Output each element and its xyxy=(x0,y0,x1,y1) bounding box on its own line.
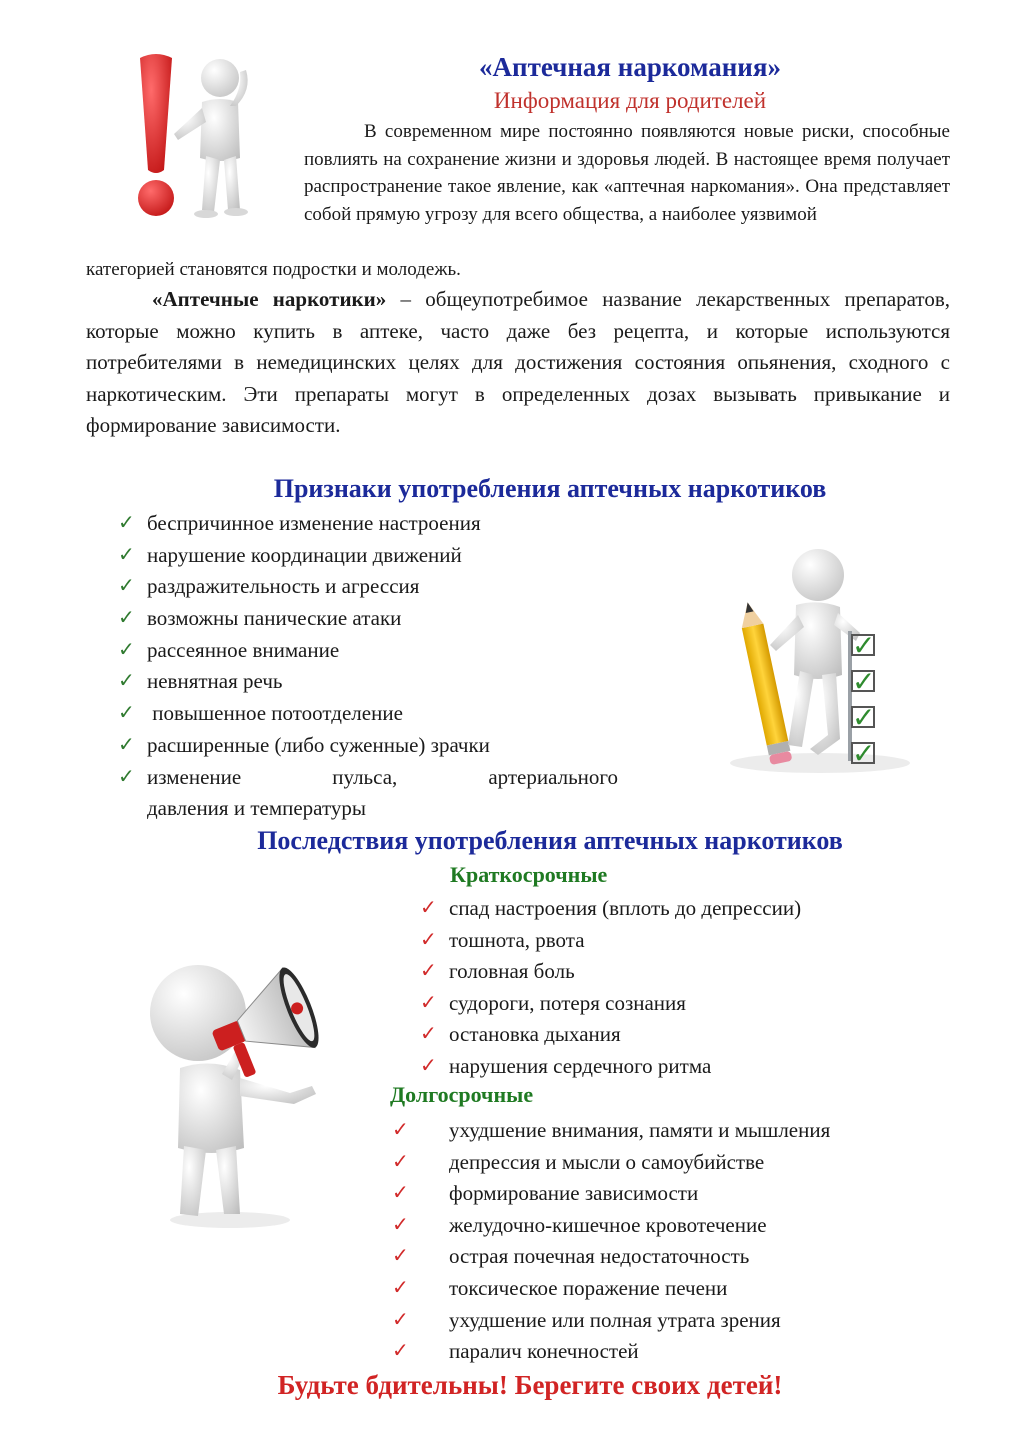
list-item: ✓ расширенные (либо суженные) зрачки xyxy=(118,730,618,762)
list-item: ✓ депрессия и мысли о самоубийстве xyxy=(392,1147,972,1179)
pencil-checklist-figure-illustration xyxy=(700,535,940,790)
list-item: ✓ острая почечная недостаточность xyxy=(392,1241,972,1273)
definition-text: – общеупотребимое название лекарственных препаратов, которые можно купить в аптеке, часто даже без рецепта, и которые используются потребителями в немедицинских целях для достижения состояния опьянения, сходного с наркотическим. Эти препараты могут в определенных дозах вызывать привыкание и формирование зависимости. xyxy=(86,287,950,438)
list-item: ✓ паралич конечностей xyxy=(392,1336,972,1368)
long-term-heading: Долгосрочные xyxy=(390,1082,534,1107)
list-item: ✓ возможны панические атаки xyxy=(118,603,618,635)
check-icon: ✓ xyxy=(392,1213,409,1236)
check-icon: ✓ xyxy=(118,733,135,756)
long-term-list xyxy=(392,1115,972,1368)
list-item: ✓ раздражительность и агрессия xyxy=(118,571,618,603)
check-icon: ✓ xyxy=(392,1150,409,1173)
list-item: ✓ формирование зависимости xyxy=(392,1178,972,1210)
check-icon: ✓ xyxy=(118,670,135,693)
list-item: ✓ невнятная речь xyxy=(118,666,618,698)
page-subtitle: Информация для родителей xyxy=(493,88,767,113)
list-item: ✓ желудочно-кишечное кровотечение xyxy=(392,1210,972,1242)
list-item: ✓ рассеянное внимание xyxy=(118,635,618,667)
footer-slogan: Будьте бдительны! Берегите своих детей! xyxy=(277,1370,783,1400)
list-item: ✓ беспричинное изменение настроения xyxy=(118,508,618,540)
check-icon: ✓ xyxy=(420,897,437,919)
check-icon: ✓ xyxy=(420,928,437,951)
check-icon: ✓ xyxy=(118,607,135,630)
list-item: ✓ тошнота, рвота xyxy=(420,925,940,957)
check-icon: ✓ xyxy=(392,1245,409,1268)
list-item: ✓ головная боль xyxy=(420,956,940,988)
check-icon: ✓ xyxy=(420,1023,437,1046)
check-icon: ✓ xyxy=(118,638,135,661)
svg-text:✓: ✓ xyxy=(852,701,876,734)
consequences-heading: Последствия употребления аптечных наркотиков xyxy=(257,826,843,855)
page-title: «Аптечная наркомания» xyxy=(479,52,781,82)
list-item: ✓ нарушение координации движений xyxy=(118,540,618,572)
check-icon: ✓ xyxy=(118,702,135,725)
check-icon: ✓ xyxy=(852,629,876,662)
list-item: ✓ остановка дыхания xyxy=(420,1019,940,1051)
check-icon: ✓ xyxy=(392,1119,409,1141)
check-icon: ✓ xyxy=(392,1340,409,1363)
check-icon: ✓ xyxy=(392,1308,409,1331)
check-icon: ✓ xyxy=(420,991,437,1014)
signs-list xyxy=(118,508,618,825)
list-item: ✓ ухудшение внимания, памяти и мышления xyxy=(392,1115,972,1147)
svg-text:✓: ✓ xyxy=(852,665,876,698)
short-term-heading: Краткосрочные xyxy=(450,862,608,887)
check-icon: ✓ xyxy=(392,1276,409,1299)
check-icon: ✓ xyxy=(420,1054,437,1077)
check-icon: ✓ xyxy=(392,1182,409,1205)
check-icon: ✓ xyxy=(420,960,437,983)
check-icon: ✓ xyxy=(118,765,135,788)
definition-paragraph xyxy=(86,284,950,442)
svg-text:✓: ✓ xyxy=(852,737,876,770)
check-icon: ✓ xyxy=(118,575,135,598)
exclamation-figure-illustration xyxy=(128,50,278,230)
megaphone-figure-illustration xyxy=(140,958,370,1233)
list-item: ✓ изменение пульса, артериального давления и температуры xyxy=(118,762,618,825)
list-item: ✓ судороги, потеря сознания xyxy=(420,988,940,1020)
intro-paragraph xyxy=(304,118,950,228)
intro-text: В современном мире постоянно появляются новые риски, способные повлиять на сохранение жизни и здоровья людей. В настоящее время получает распространение такое явление, как «аптечная наркомания». Она представляет собой прямую угрозу для всего общества, а наиболее уязвимой xyxy=(304,121,950,225)
definition-term: «Аптечные наркотики» xyxy=(152,287,387,311)
list-item: ✓ повышенное потоотделение xyxy=(118,698,618,730)
short-term-list xyxy=(420,893,940,1083)
list-item: ✓ нарушения сердечного ритма xyxy=(420,1051,940,1083)
check-icon: ✓ xyxy=(118,543,135,566)
list-item: ✓ ухудшение или полная утрата зрения xyxy=(392,1305,972,1337)
list-item: ✓ спад настроения (вплоть до депрессии) xyxy=(420,893,940,925)
signs-heading: Признаки употребления аптечных наркотиков xyxy=(273,474,827,503)
check-icon: ✓ xyxy=(118,512,135,534)
list-item: ✓ токсическое поражение печени xyxy=(392,1273,972,1305)
intro-tail: категорией становятся подростки и молодежь. xyxy=(86,259,461,280)
